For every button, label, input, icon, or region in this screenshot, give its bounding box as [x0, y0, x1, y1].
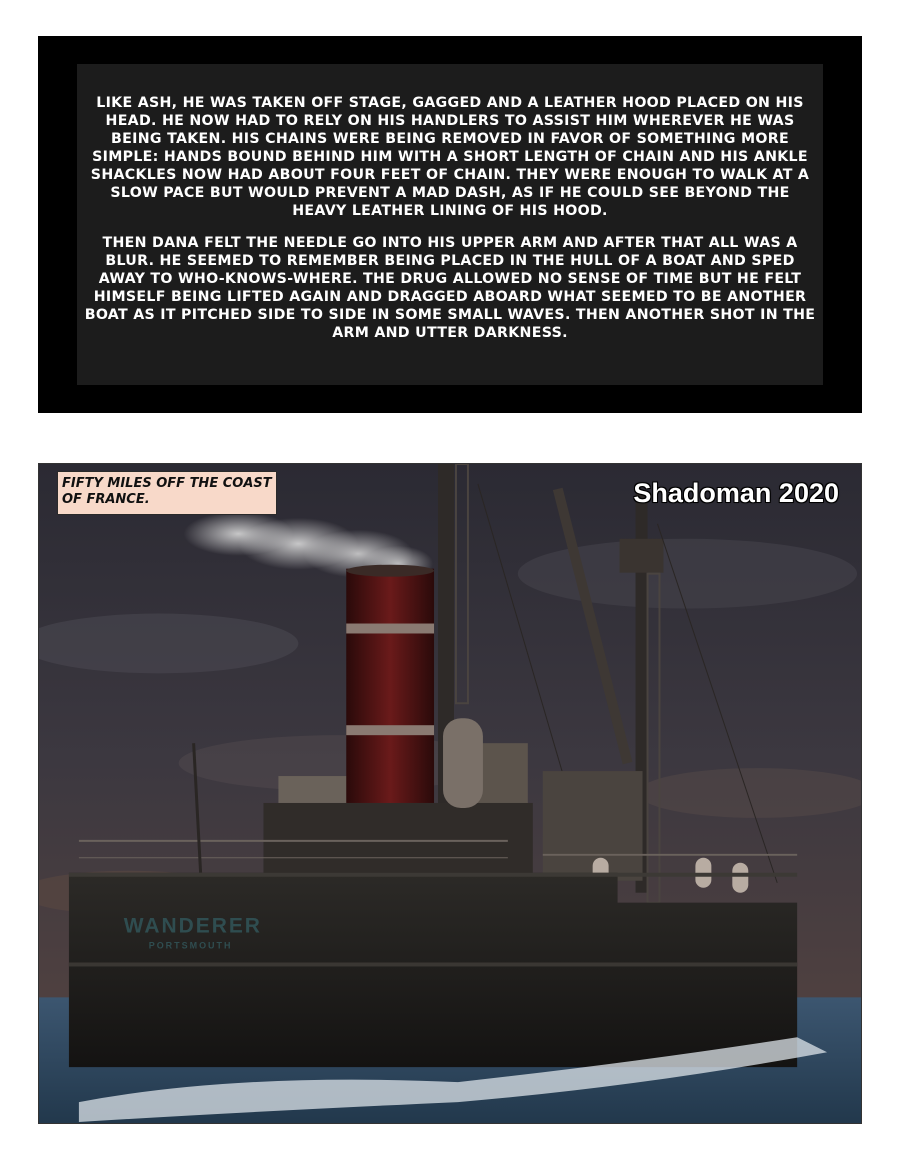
- narration-paragraph-2: THEN DANA FELT THE NEEDLE GO INTO HIS UPPER ARM AND AFTER THAT ALL WAS A BLUR. HE SEEMED TO REMEMBER BEING PLACED IN THE HULL OF A BOAT AND SPED AWAY TO WHO-KNOWS-WHERE. THE DRUG ALLOWED NO SENSE OF TIME BUT HE FELT HIMSELF BEING LIFTED AGAIN AND DRAGGED ABOARD WHAT SEEMED TO BE ANOTHER BOAT AS IT PITCHED SIDE TO SIDE IN SOME SMALL WAVES. THEN ANOTHER SHOT IN THE ARM AND UTTER DARKNESS.: [84, 235, 816, 341]
- ship-name: WANDERER: [123, 914, 262, 938]
- narration-panel: [38, 36, 862, 413]
- narration-box: [77, 64, 823, 385]
- ship-illustration: [39, 464, 861, 1123]
- artist-signature: Shadoman 2020: [633, 478, 839, 508]
- narration-paragraph-1: LIKE ASH, HE WAS TAKEN OFF STAGE, GAGGED AND A LEATHER HOOD PLACED ON HIS HEAD. HE NOW HAD TO RELY ON HIS HANDLERS TO ASSIST HIM WHEREVER HE WAS BEING TAKEN. HIS CHAINS WERE BEING REMOVED IN FAVOR OF SOMETHING MORE SIMPLE: HANDS BOUND BEHIND HIM WITH A SHORT LENGTH OF CHAIN AND HIS ANKLE SHACKLES NOW HAD ABOUT FOUR FEET OF CHAIN. THEY WERE ENOUGH TO WALK AT A SLOW PACE BUT WOULD PREVENT A MAD DASH, AS IF HE COULD SEE BEYOND THE HEAVY LEATHER LINING OF HIS HOOD.: [90, 95, 810, 219]
- ship-port: PORTSMOUTH: [148, 940, 233, 951]
- ship-scene-panel: [38, 463, 862, 1124]
- location-caption: FIFTY MILES OFF THE COAST OF FRANCE.: [57, 471, 277, 515]
